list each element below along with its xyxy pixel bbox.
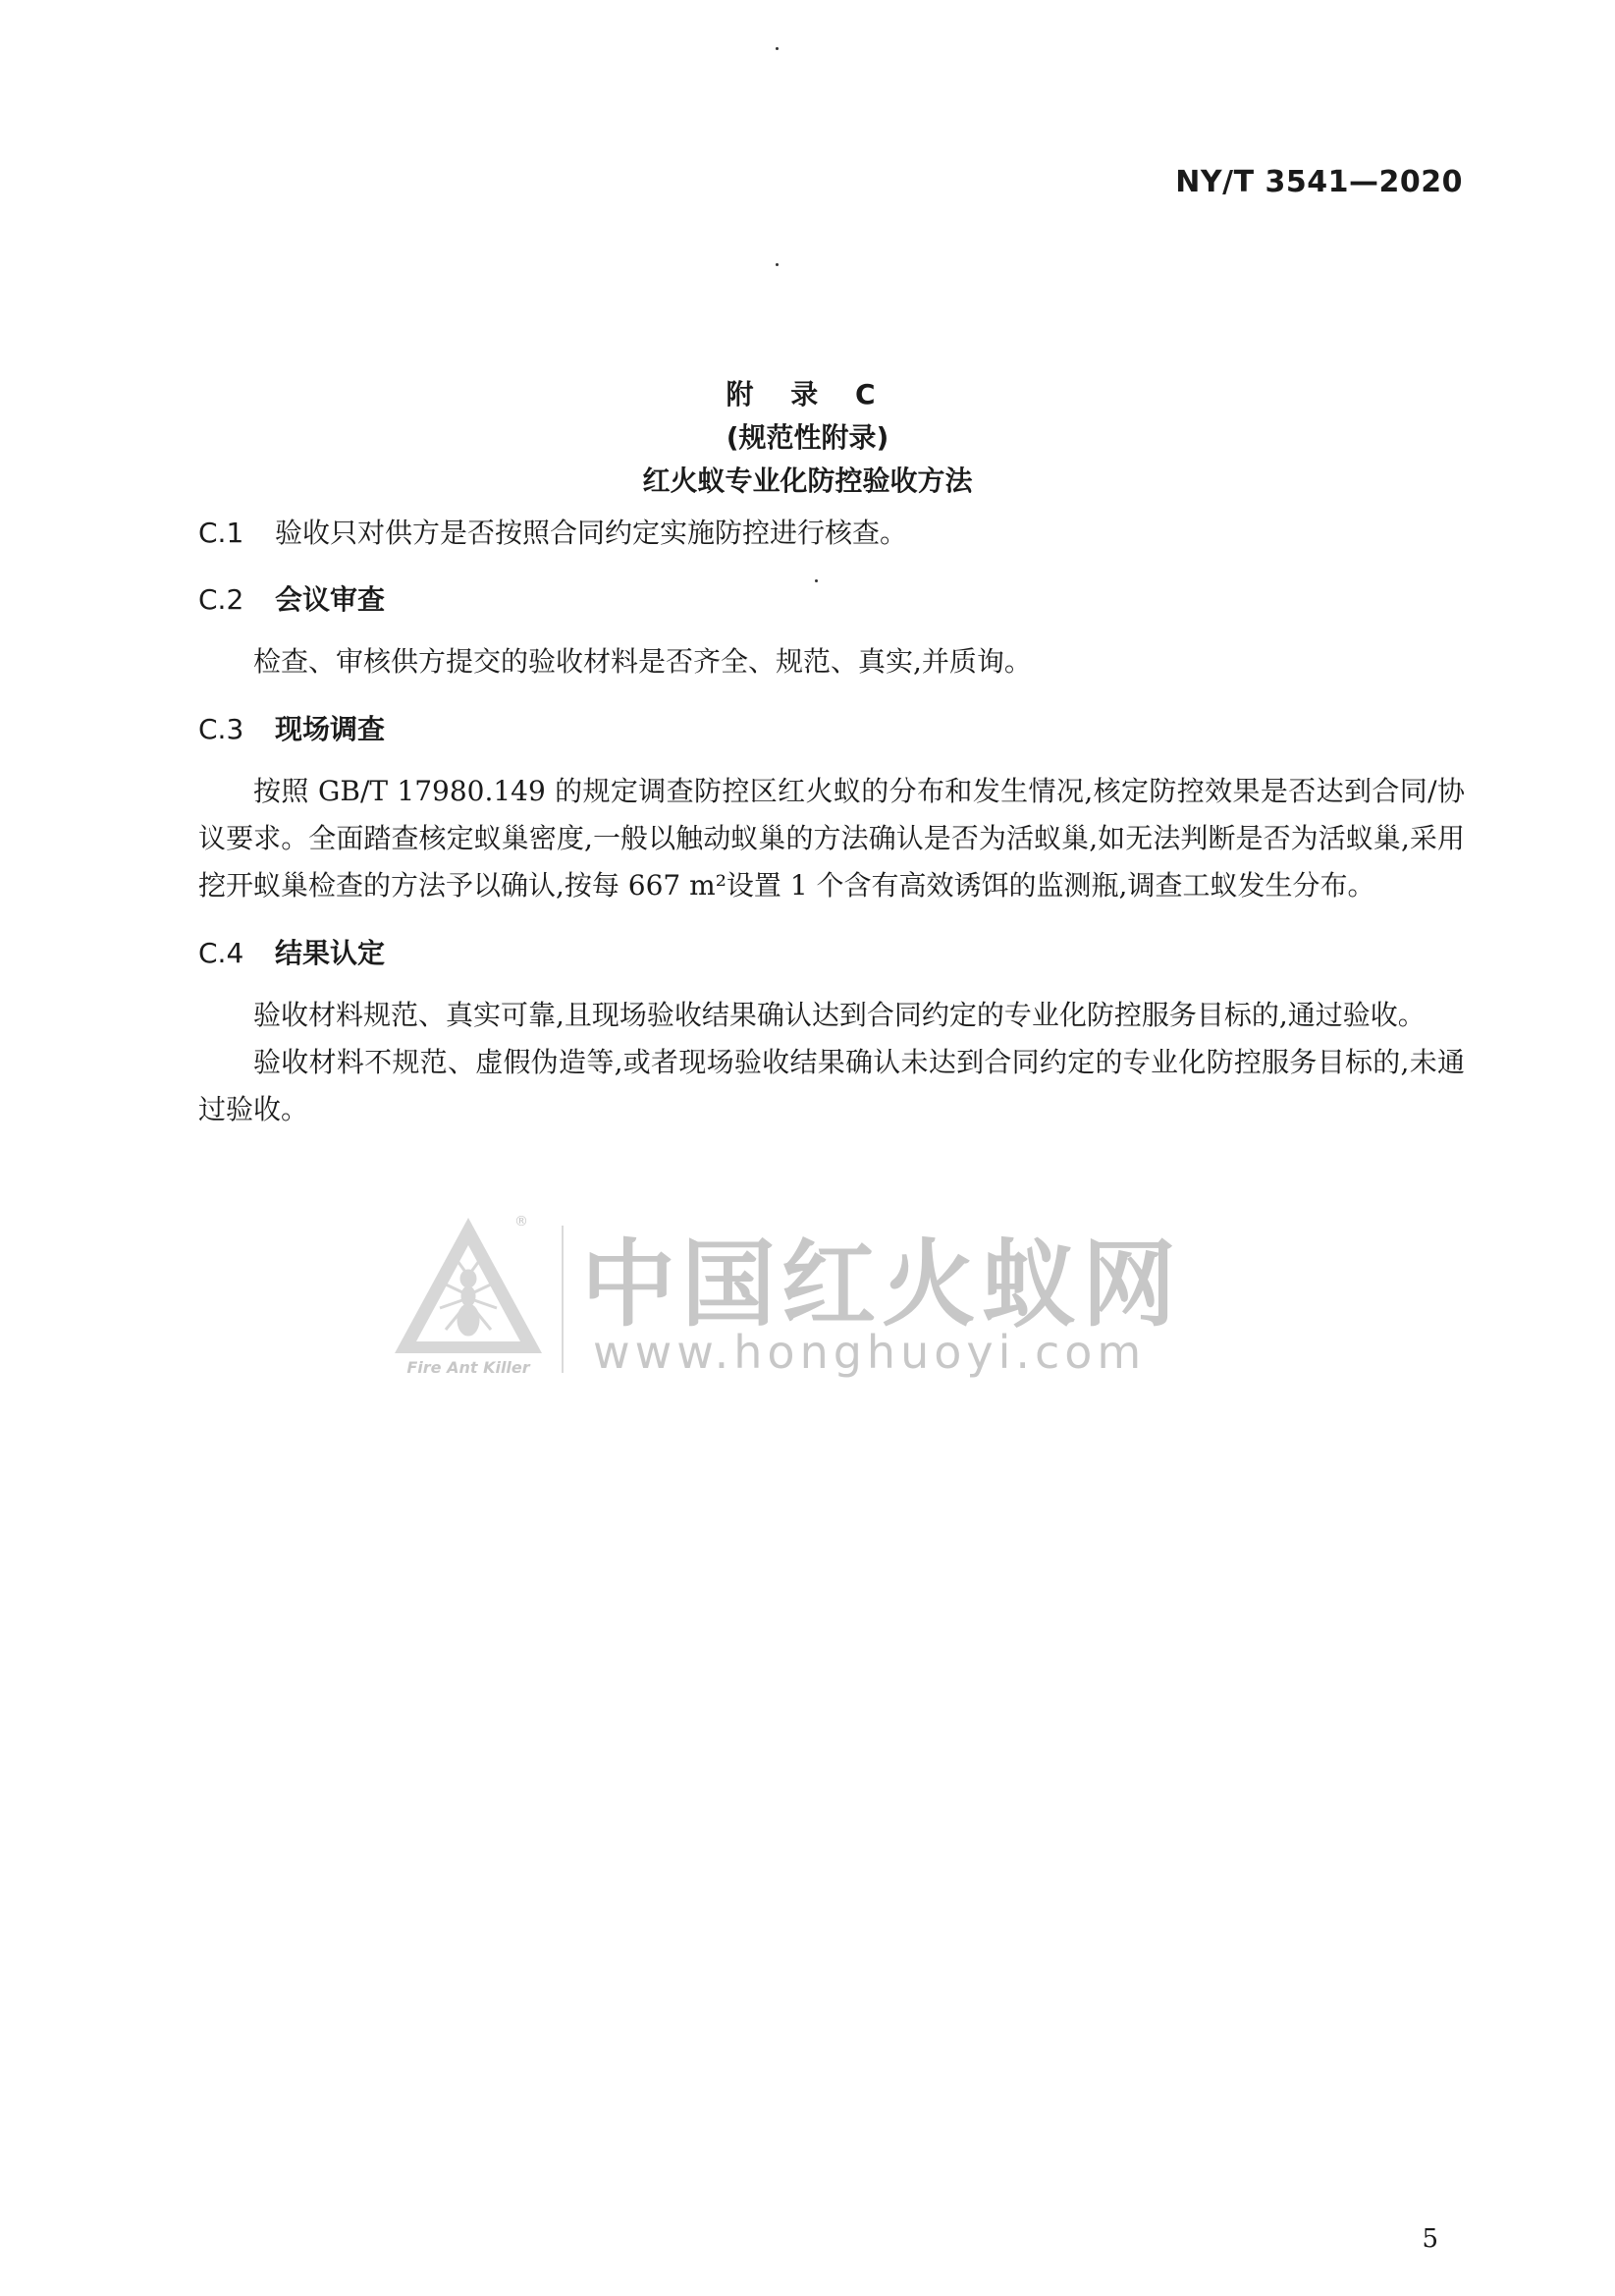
section-number: C.2 — [198, 583, 244, 616]
section-title: 结果认定 — [275, 937, 386, 969]
watermark-url: www.honghuoyi.com — [593, 1326, 1147, 1379]
section-number: C.3 — [198, 713, 244, 745]
section-title: 会议审查 — [275, 583, 386, 616]
section — [198, 577, 1465, 685]
document-body — [198, 511, 1465, 1155]
section-heading — [198, 577, 1465, 623]
paragraph: 验收材料规范、真实可靠,且现场验收结果确认达到合同约定的专业化防控服务目标的,通过验收。 — [253, 999, 1426, 1031]
section-title: 现场调查 — [275, 713, 386, 745]
watermark-divider — [562, 1226, 564, 1373]
annex-name: 红火蚁专业化防控验收方法 — [642, 465, 973, 497]
standard-code: NY/T 3541—2020 — [1175, 165, 1463, 199]
paragraph: 检查、审核供方提交的验收材料是否齐全、规范、真实,并质询。 — [253, 645, 1032, 678]
annex-title-block — [0, 373, 1615, 503]
section-number: C.1 — [198, 517, 244, 549]
page-number: 5 — [1422, 2224, 1438, 2254]
paragraph: 按照 GB/T 17980.149 的规定调查防控区红火蚁的分布和发生情况,核定防控效果是否达到合同/协议要求。全面踏查核定蚁巢密度,一般以触动蚁巢的方法确认是否为活蚁巢,如无法判断是否为活蚁巢,采用挖开蚁巢检查的方法予以确认,按每 667 m²设置 1 个含有高效诱饵的监测瓶,调查工蚁发生分布。 — [198, 775, 1465, 902]
watermark-site-name: 中国红火蚁网 — [581, 1230, 1182, 1339]
section-number: C.4 — [198, 937, 244, 969]
scan-speck — [776, 263, 779, 266]
annex-nature: (规范性附录) — [726, 421, 889, 454]
logo-text: Fire Ant Killer — [406, 1358, 530, 1377]
section-heading — [198, 931, 1465, 976]
paragraph: 验收材料不规范、虚假伪造等,或者现场验收结果确认未达到合同约定的专业化防控服务目标的,未通过验收。 — [198, 1046, 1465, 1125]
section-inline-text: 验收只对供方是否按照合同约定实施防控进行核查。 — [275, 517, 908, 549]
registered-mark: ® — [514, 1214, 528, 1230]
section — [198, 931, 1465, 1133]
section — [198, 511, 1465, 556]
fire-ant-logo-icon — [385, 1206, 552, 1378]
watermark — [385, 1206, 1229, 1383]
scan-speck — [776, 47, 779, 50]
section — [198, 707, 1465, 909]
section-heading — [198, 707, 1465, 752]
annex-label: 附 录 C — [726, 378, 889, 410]
section-heading — [198, 511, 1465, 556]
